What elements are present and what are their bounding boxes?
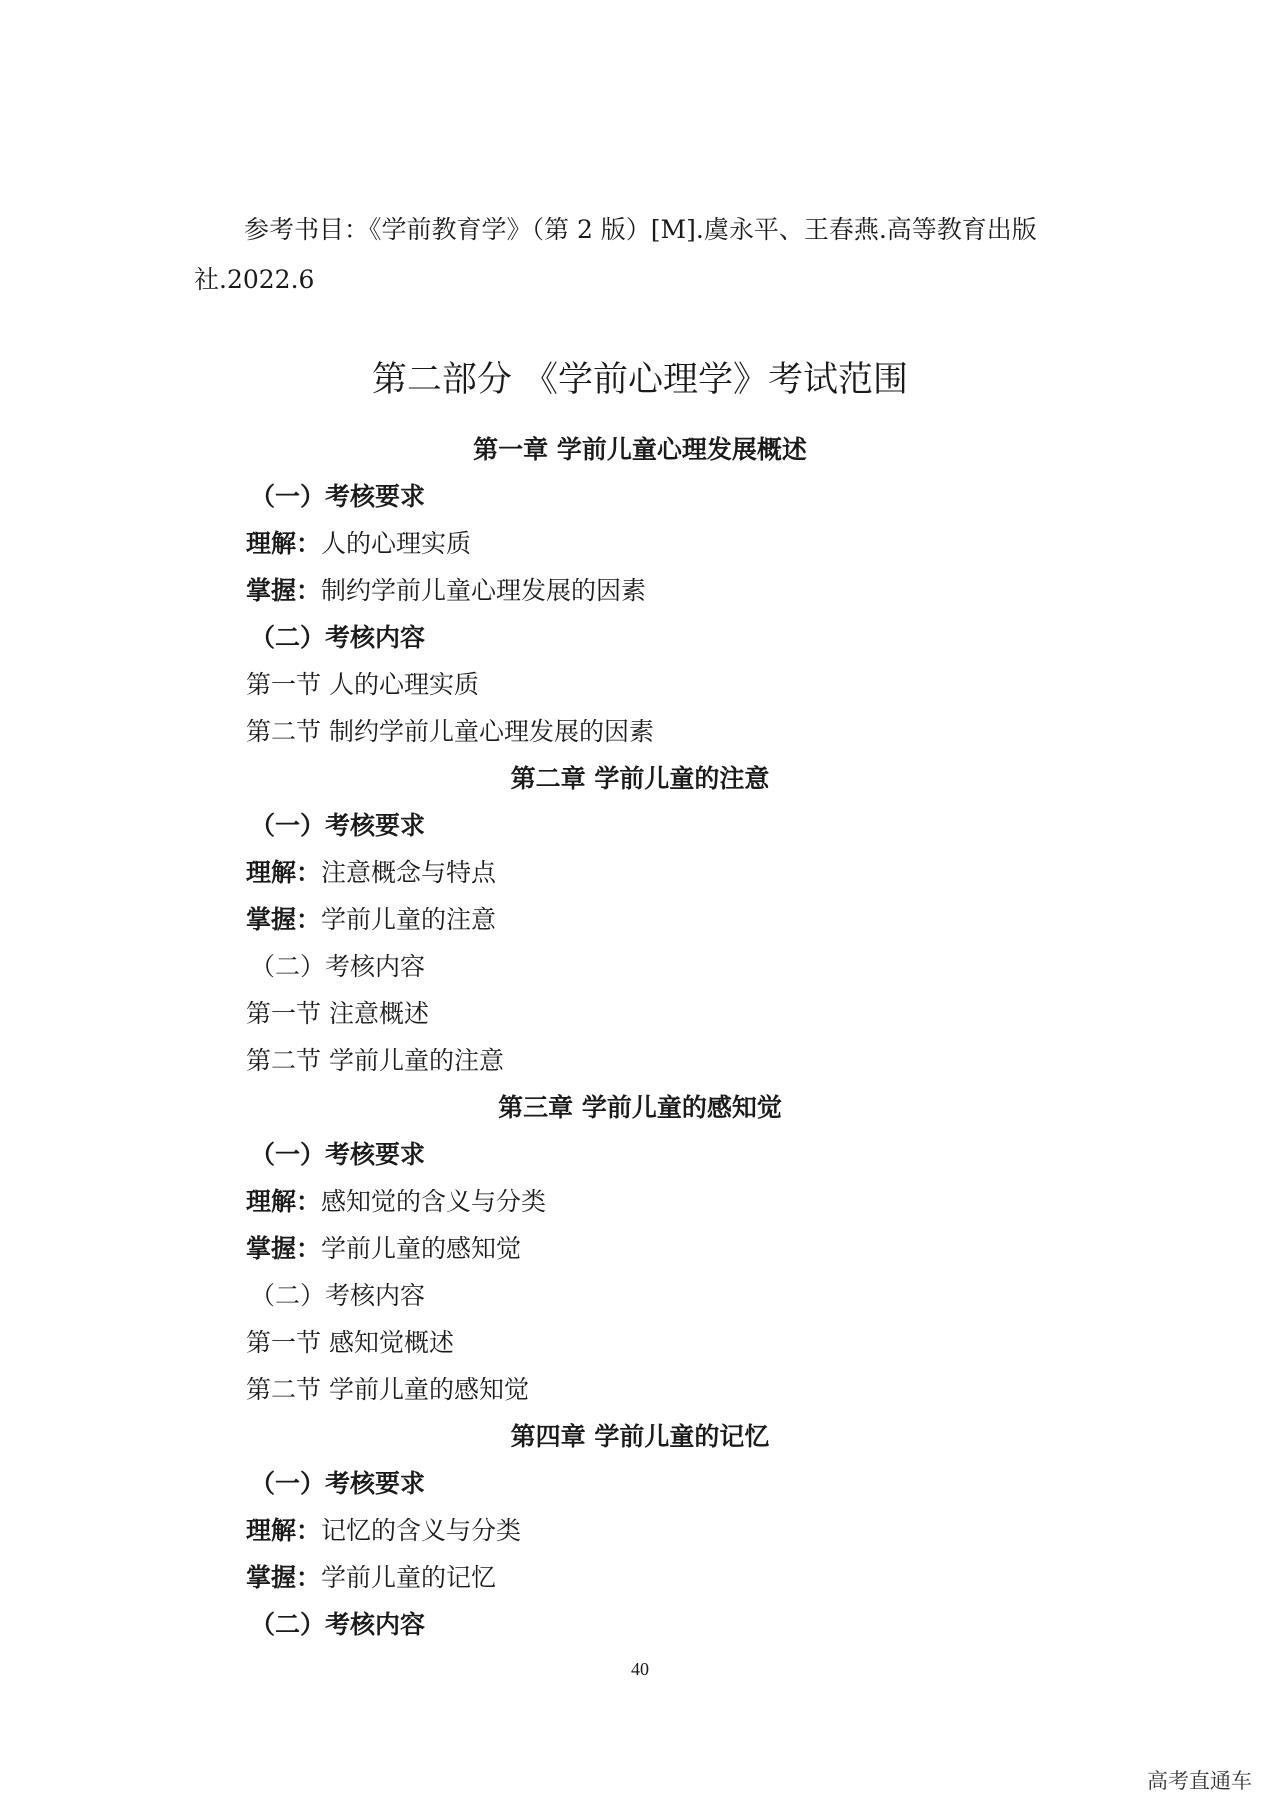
section-item: 第二节 制约学前儿童心理发展的因素 [246, 717, 654, 746]
content-heading: （二）考核内容 [250, 952, 426, 981]
understand-text: 人的心理实质 [321, 529, 472, 558]
understand-label: 理解： [246, 529, 322, 558]
content-heading: （二）考核内容 [250, 1281, 426, 1310]
master-text: 学前儿童的记忆 [321, 1563, 497, 1592]
master-label: 掌握： [246, 1234, 322, 1263]
understand-text: 记忆的含义与分类 [321, 1516, 522, 1545]
chapter-title: 第二章 学前儿童的注意 [510, 764, 770, 793]
master-label: 掌握： [246, 1563, 322, 1592]
chapter-title: 第一章 学前儿童心理发展概述 [473, 435, 807, 464]
understand-text: 感知觉的含义与分类 [321, 1187, 547, 1216]
understand-line [246, 526, 471, 562]
understand-line [246, 1513, 521, 1549]
master-line [246, 1560, 496, 1596]
part-title: 第二部分 《学前心理学》考试范围 [371, 360, 909, 400]
section-item: 第一节 人的心理实质 [246, 670, 479, 699]
master-text: 制约学前儿童心理发展的因素 [321, 576, 647, 605]
content-heading: （二）考核内容 [250, 1610, 426, 1639]
page-number: 40 [631, 1659, 649, 1679]
content-heading: （二）考核内容 [250, 623, 426, 652]
requirements-heading: （一）考核要求 [250, 482, 426, 511]
chapter-title: 第四章 学前儿童的记忆 [510, 1422, 770, 1451]
section-item: 第二节 学前儿童的感知觉 [246, 1375, 529, 1404]
master-line [246, 902, 496, 938]
requirements-heading: （一）考核要求 [250, 1140, 426, 1169]
chapter-title: 第三章 学前儿童的感知觉 [498, 1093, 782, 1122]
master-line [246, 1231, 521, 1267]
master-line [246, 573, 646, 609]
understand-text: 注意概念与特点 [321, 858, 497, 887]
reference-paragraph: 参考书目：《学前教育学》（第 2 版）[M].虞永平、王春燕.高等教育出版社.2022.6 [194, 215, 1037, 294]
section-item: 第一节 感知觉概述 [246, 1328, 454, 1357]
requirements-heading: （一）考核要求 [250, 811, 426, 840]
understand-label: 理解： [246, 1187, 322, 1216]
section-item: 第二节 学前儿童的注意 [246, 1046, 504, 1075]
master-text: 学前儿童的感知觉 [321, 1234, 522, 1263]
understand-line [246, 855, 496, 891]
master-label: 掌握： [246, 905, 322, 934]
understand-label: 理解： [246, 858, 322, 887]
master-text: 学前儿童的注意 [321, 905, 497, 934]
understand-label: 理解： [246, 1516, 322, 1545]
understand-line [246, 1184, 546, 1220]
master-label: 掌握： [246, 576, 322, 605]
requirements-heading: （一）考核要求 [250, 1469, 426, 1498]
section-item: 第一节 注意概述 [246, 999, 429, 1028]
watermark: 高考直通车 [1147, 1770, 1252, 1793]
